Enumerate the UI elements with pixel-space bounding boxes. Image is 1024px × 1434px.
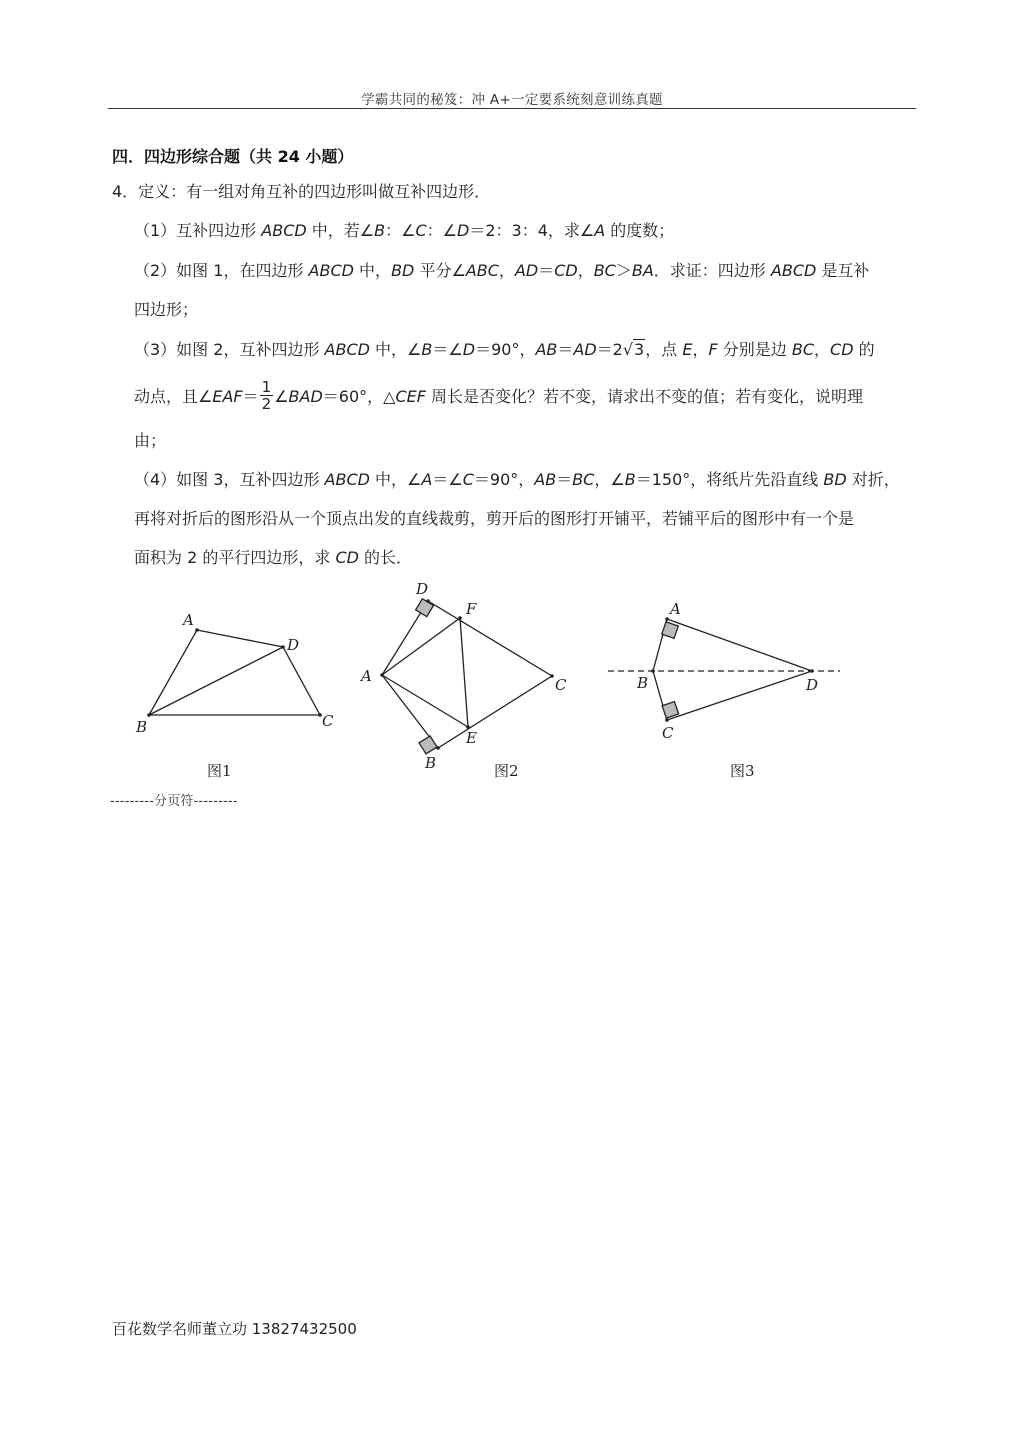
figure-3-caption: 图3 bbox=[730, 762, 755, 780]
problem-part-4-line2: 再将对折后的图形沿从一个顶点出发的直线裁剪，剪开后的图形打开铺平，若铺平后的图形中有一个是 bbox=[134, 509, 855, 528]
problem-part-2: （2）如图 1，在四边形 ABCD 中，BD 平分∠ABC，AD＝CD，BC＞BA．求证：四边形 ABCD 是互补 bbox=[134, 261, 870, 280]
fig3-label-c: C bbox=[662, 724, 674, 742]
fig2-label-d: D bbox=[416, 580, 429, 598]
problem-part-3-line3: 由； bbox=[134, 431, 167, 450]
fig3-label-d: D bbox=[806, 676, 819, 694]
header-divider bbox=[108, 108, 916, 109]
problem-intro: 4．定义：有一组对角互补的四边形叫做互补四边形． bbox=[112, 182, 491, 201]
fig3-label-b: B bbox=[637, 674, 649, 692]
fig1-label-b: B bbox=[136, 718, 148, 736]
fig2-label-f: F bbox=[466, 600, 477, 618]
figure-3 bbox=[608, 619, 840, 720]
fig2-label-b: B bbox=[425, 754, 437, 772]
page-header: 学霸共同的秘笈：冲 A+一定要系统刻意训练真题 bbox=[361, 92, 663, 108]
fig2-label-c: C bbox=[555, 676, 567, 694]
fig1-diagonal-bd bbox=[149, 647, 283, 715]
page-break-marker: ---------分页符--------- bbox=[110, 794, 238, 809]
figure-1-caption: 图1 bbox=[207, 762, 232, 780]
fig1-label-a: A bbox=[183, 611, 194, 629]
figures-panel bbox=[0, 570, 1024, 790]
fig1-label-d: D bbox=[287, 636, 300, 654]
fig1-label-c: C bbox=[322, 712, 334, 730]
section-title: 四．四边形综合题（共 24 小题） bbox=[112, 147, 354, 166]
page-footer: 百花数学名师董立功 13827432500 bbox=[112, 1320, 357, 1338]
problem-part-1: （1）互补四边形 ABCD 中，若∠B：∠C：∠D＝2：3：4，求∠A 的度数； bbox=[134, 221, 675, 240]
problem-part-4-line3: 面积为 2 的平行四边形，求 CD 的长． bbox=[134, 548, 413, 567]
fraction-one-half: $\frac{1}{2}$ bbox=[261, 378, 272, 413]
problem-part-4: （4）如图 3，互补四边形 ABCD 中，∠A＝∠C＝90°，AB＝BC，∠B＝150°，将纸片先沿直线 BD 对折， bbox=[134, 470, 900, 489]
sqrt-expression: √3 bbox=[622, 340, 645, 359]
fig2-label-e: E bbox=[466, 729, 477, 747]
figure-2-caption: 图2 bbox=[494, 762, 519, 780]
fig2-label-a: A bbox=[361, 667, 372, 685]
fig3-label-a: A bbox=[670, 600, 681, 618]
fig3-quadrilateral bbox=[653, 619, 812, 720]
problem-part-3: （3）如图 2，互补四边形 ABCD 中，∠B＝∠D＝90°，AB＝AD＝2√3，点 E，F 分别是边 BC，CD 的 bbox=[134, 340, 875, 359]
problem-part-3-line2: 动点，且∠EAF＝ $\frac{1}{2}$ ∠BAD＝60°，△CEF 周长是否变化？若不变，请求出不变的值；若有变化，说明理 bbox=[134, 378, 864, 413]
problem-part-2-cont: 四边形； bbox=[134, 300, 199, 319]
